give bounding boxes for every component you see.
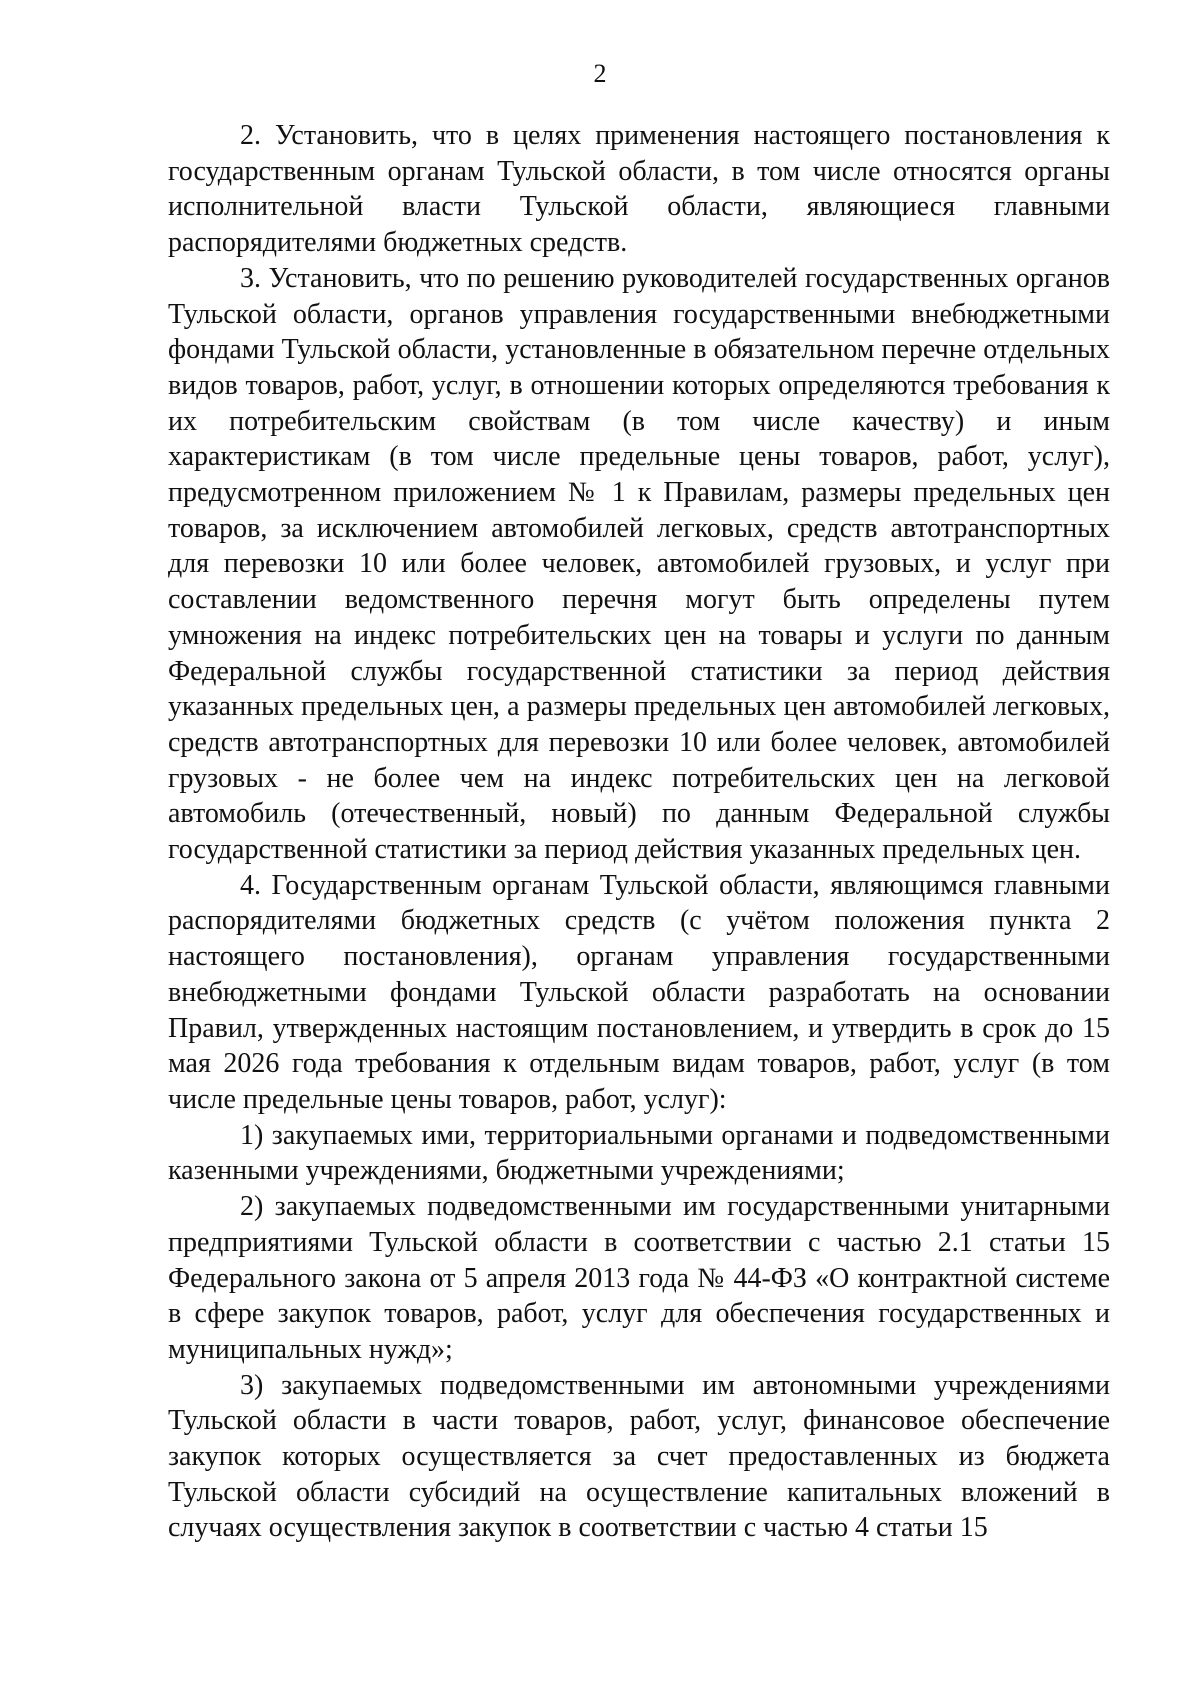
paragraph-item-4: 4. Государственным органам Тульской области, являющимся главными распорядителями бюджетных средств (с учётом положения пункта 2 настоящего постановления), органам управления государственными внебюджетными фондами Тульской области разработать на основании Правил, утвержденных настоящим постановлением, и утвердить в срок до 15 мая 2026 года требования к отдельным видам товаров, работ, услуг (в том числе предельные цены товаров, работ, услуг): (168, 869, 1110, 1115)
subparagraph-2: 2) закупаемых подведомственными им государственными унитарными предприятиями Тульской области в соответствии с частью 2.1 статьи 15 Федерального закона от 5 апреля 2013 года № 44-ФЗ «О контрактной системе в сфере закупок товаров, работ, услуг для обеспечения государственных и муниципальных нужд»; (168, 1191, 1110, 1365)
subparagraph-3: 3) закупаемых подведомственными им автономными учреждениями Тульской области в части товаров, работ, услуг, финансовое обеспечение закупок которых осуществляется за счет предоставленных из бюджета Тульской области субсидий на осуществление капитальных вложений в случаях осуществления закупок в соответствии с частью 4 статьи 15 (168, 1369, 1110, 1544)
paragraph-item-2: 2. Установить, что в целях применения настоящего постановления к государственным органам Тульской области, в том числе относятся органы исполнительной власти Тульской области, являющиеся главными распорядителями бюджетных средств. (168, 120, 1110, 259)
subparagraph-1: 1) закупаемых ими, территориальными органами и подведомственными казенными учреждениями, бюджетными учреждениями; (168, 1119, 1110, 1187)
page-number: 2 (593, 59, 607, 88)
document-body (168, 118, 1110, 1546)
paragraph-item-3: 3. Установить, что по решению руководителей государственных органов Тульской области, органов управления государственными внебюджетными фондами Тульской области, установленные в обязательном перечне отдельных видов товаров, работ, услуг, в отношении которых определяются требования к их потребительским свойствам (в том числе качеству) и иным характеристикам (в том числе предельные цены товаров, работ, услуг), предусмотренном приложением № 1 к Правилам, размеры предельных цен товаров, за исключением автомобилей легковых, средств автотранспортных для перевозки 10 или более человек, автомобилей грузовых, и услуг при составлении ведомственного перечня могут быть определены путем умножения на индекс потребительских цен на товары и услуги по данным Федеральной службы государственной статистики за период действия указанных предельных цен, а размеры предельных цен автомобилей легковых, средств автотранспортных для перевозки 10 или более человек, автомобилей грузовых - не более чем на индекс потребительских цен на легковой автомобиль (отечественный, новый) по данным Федеральной службы государственной статистики за период действия указанных предельных цен. (168, 262, 1110, 866)
